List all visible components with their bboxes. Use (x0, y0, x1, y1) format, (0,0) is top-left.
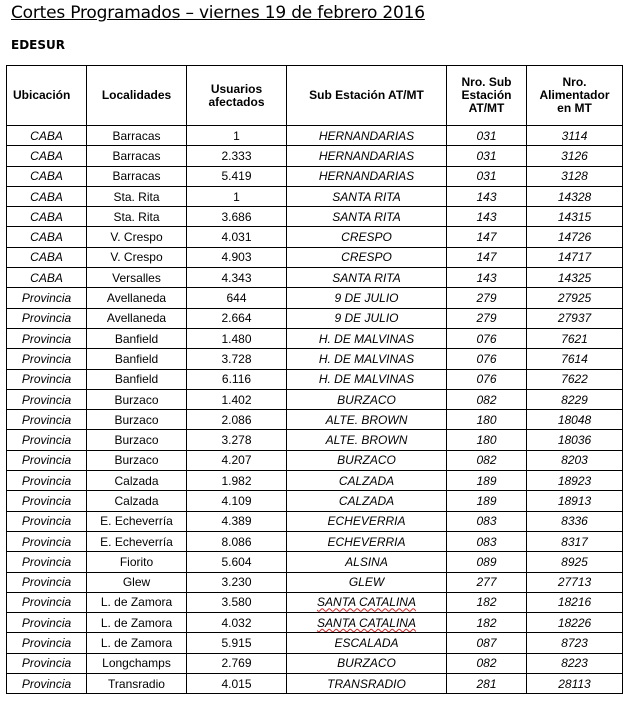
localidad-cell: Sta. Rita (87, 207, 187, 227)
usuarios-cell: 3.278 (187, 430, 287, 450)
localidad-cell: L. de Zamora (87, 613, 187, 633)
nro-alimentador-cell: 14315 (527, 207, 623, 227)
nro-alimentador-cell: 27937 (527, 308, 623, 328)
usuarios-cell: 2.333 (187, 146, 287, 166)
nro-subestacion-cell: 147 (447, 247, 527, 267)
nro-alimentador-cell: 7614 (527, 349, 623, 369)
localidad-cell: Transradio (87, 674, 187, 694)
nro-subestacion-cell: 089 (447, 552, 527, 572)
nro-subestacion-cell: 189 (447, 491, 527, 511)
table-row (7, 572, 623, 592)
localidad-cell: Banfield (87, 349, 187, 369)
subestacion-cell: H. DE MALVINAS (287, 349, 447, 369)
localidad-cell: Burzaco (87, 430, 187, 450)
table-row (7, 166, 623, 186)
ubicacion-cell: CABA (7, 166, 87, 186)
header-localidades: Localidades (87, 66, 187, 126)
usuarios-cell: 1.480 (187, 328, 287, 348)
table-row (7, 186, 623, 206)
nro-alimentador-cell: 14325 (527, 268, 623, 288)
usuarios-cell: 4.015 (187, 674, 287, 694)
subestacion-cell: HERNANDARIAS (287, 166, 447, 186)
ubicacion-cell: Provincia (7, 389, 87, 409)
localidad-cell: Calzada (87, 471, 187, 491)
ubicacion-cell: CABA (7, 247, 87, 267)
localidad-cell: Burzaco (87, 410, 187, 430)
localidad-cell: L. de Zamora (87, 633, 187, 653)
ubicacion-cell: Provincia (7, 531, 87, 551)
usuarios-cell: 3.686 (187, 207, 287, 227)
table-row (7, 328, 623, 348)
subestacion-cell: CRESPO (287, 247, 447, 267)
table-row (7, 126, 623, 146)
subestacion-cell: BURZACO (287, 389, 447, 409)
usuarios-cell: 8.086 (187, 531, 287, 551)
subestacion-cell: HERNANDARIAS (287, 126, 447, 146)
nro-subestacion-cell: 143 (447, 207, 527, 227)
subestacion-cell: BURZACO (287, 653, 447, 673)
table-row (7, 491, 623, 511)
subestacion-cell: CALZADA (287, 491, 447, 511)
localidad-cell: Barracas (87, 146, 187, 166)
localidad-cell: E. Echeverría (87, 511, 187, 531)
table-row (7, 552, 623, 572)
table-row (7, 450, 623, 470)
ubicacion-cell: CABA (7, 268, 87, 288)
nro-alimentador-cell: 8223 (527, 653, 623, 673)
subestacion-cell: 9 DE JULIO (287, 308, 447, 328)
nro-subestacion-cell: 147 (447, 227, 527, 247)
usuarios-cell: 2.769 (187, 653, 287, 673)
table-row (7, 613, 623, 633)
subestacion-cell: HERNANDARIAS (287, 146, 447, 166)
ubicacion-cell: CABA (7, 186, 87, 206)
ubicacion-cell: Provincia (7, 349, 87, 369)
ubicacion-cell: CABA (7, 227, 87, 247)
nro-subestacion-cell: 281 (447, 674, 527, 694)
usuarios-cell: 4.032 (187, 613, 287, 633)
header-ubicacion: Ubicación (7, 66, 87, 126)
localidad-cell: Fiorito (87, 552, 187, 572)
usuarios-cell: 4.389 (187, 511, 287, 531)
ubicacion-cell: Provincia (7, 288, 87, 308)
table-row (7, 633, 623, 653)
localidad-cell: E. Echeverría (87, 531, 187, 551)
nro-alimentador-cell: 18216 (527, 592, 623, 612)
nro-subestacion-cell: 076 (447, 328, 527, 348)
nro-alimentador-cell: 28113 (527, 674, 623, 694)
nro-alimentador-cell: 14328 (527, 186, 623, 206)
subestacion-cell: BURZACO (287, 450, 447, 470)
subestacion-cell: ALTE. BROWN (287, 430, 447, 450)
subestacion-cell: H. DE MALVINAS (287, 328, 447, 348)
subestacion-cell: SANTA RITA (287, 268, 447, 288)
subestacion-cell: GLEW (287, 572, 447, 592)
ubicacion-cell: Provincia (7, 572, 87, 592)
table-row (7, 511, 623, 531)
nro-subestacion-cell: 082 (447, 389, 527, 409)
header-nro-subestacion: Nro. Sub Estación AT/MT (447, 66, 527, 126)
subestacion-cell: CRESPO (287, 227, 447, 247)
table-row (7, 247, 623, 267)
nro-subestacion-cell: 143 (447, 186, 527, 206)
localidad-cell: Burzaco (87, 450, 187, 470)
nro-alimentador-cell: 3114 (527, 126, 623, 146)
subestacion-cell: CALZADA (287, 471, 447, 491)
usuarios-cell: 4.207 (187, 450, 287, 470)
nro-subestacion-cell: 279 (447, 308, 527, 328)
usuarios-cell: 4.343 (187, 268, 287, 288)
subestacion-cell (287, 613, 447, 633)
table-row (7, 531, 623, 551)
nro-subestacion-cell: 083 (447, 531, 527, 551)
ubicacion-cell: Provincia (7, 430, 87, 450)
nro-alimentador-cell: 8229 (527, 389, 623, 409)
localidad-cell: Burzaco (87, 389, 187, 409)
localidad-cell: V. Crespo (87, 247, 187, 267)
table-row (7, 430, 623, 450)
localidad-cell: Calzada (87, 491, 187, 511)
usuarios-cell: 644 (187, 288, 287, 308)
nro-alimentador-cell: 14726 (527, 227, 623, 247)
nro-subestacion-cell: 031 (447, 166, 527, 186)
localidad-cell: Avellaneda (87, 308, 187, 328)
nro-subestacion-cell: 182 (447, 613, 527, 633)
ubicacion-cell: CABA (7, 146, 87, 166)
subestacion-cell: SANTA RITA (287, 207, 447, 227)
ubicacion-cell: Provincia (7, 674, 87, 694)
table-row (7, 207, 623, 227)
usuarios-cell: 4.031 (187, 227, 287, 247)
table-row (7, 592, 623, 612)
company-name: EDESUR (11, 38, 65, 52)
table-row (7, 288, 623, 308)
nro-alimentador-cell: 27925 (527, 288, 623, 308)
nro-subestacion-cell: 143 (447, 268, 527, 288)
nro-subestacion-cell: 180 (447, 430, 527, 450)
localidad-cell: Barracas (87, 126, 187, 146)
usuarios-cell: 1.402 (187, 389, 287, 409)
usuarios-cell: 3.728 (187, 349, 287, 369)
table-row (7, 349, 623, 369)
nro-alimentador-cell: 18226 (527, 613, 623, 633)
localidad-cell: Avellaneda (87, 288, 187, 308)
nro-alimentador-cell: 14717 (527, 247, 623, 267)
nro-subestacion-cell: 189 (447, 471, 527, 491)
ubicacion-cell: Provincia (7, 511, 87, 531)
ubicacion-cell: Provincia (7, 613, 87, 633)
nro-subestacion-cell: 082 (447, 450, 527, 470)
nro-alimentador-cell: 18048 (527, 410, 623, 430)
usuarios-cell: 5.419 (187, 166, 287, 186)
ubicacion-cell: Provincia (7, 328, 87, 348)
subestacion-cell: ESCALADA (287, 633, 447, 653)
nro-subestacion-cell: 031 (447, 126, 527, 146)
nro-alimentador-cell: 8203 (527, 450, 623, 470)
ubicacion-cell: Provincia (7, 633, 87, 653)
localidad-cell: Versalles (87, 268, 187, 288)
nro-alimentador-cell: 3126 (527, 146, 623, 166)
table-row (7, 227, 623, 247)
table-body (7, 126, 623, 694)
usuarios-cell: 3.230 (187, 572, 287, 592)
document-title: Cortes Programados – viernes 19 de febrero 2016 (11, 3, 425, 23)
localidad-cell: Sta. Rita (87, 186, 187, 206)
nro-alimentador-cell: 8317 (527, 531, 623, 551)
usuarios-cell: 1 (187, 126, 287, 146)
nro-subestacion-cell: 082 (447, 653, 527, 673)
nro-subestacion-cell: 076 (447, 369, 527, 389)
ubicacion-cell: CABA (7, 207, 87, 227)
nro-subestacion-cell: 277 (447, 572, 527, 592)
nro-subestacion-cell: 076 (447, 349, 527, 369)
table-row (7, 308, 623, 328)
ubicacion-cell: CABA (7, 126, 87, 146)
nro-subestacion-cell: 087 (447, 633, 527, 653)
ubicacion-cell: Provincia (7, 491, 87, 511)
subestacion-cell (287, 592, 447, 612)
subestacion-cell: TRANSRADIO (287, 674, 447, 694)
nro-alimentador-cell: 8723 (527, 633, 623, 653)
ubicacion-cell: Provincia (7, 410, 87, 430)
table-row (7, 268, 623, 288)
ubicacion-cell: Provincia (7, 653, 87, 673)
usuarios-cell: 5.604 (187, 552, 287, 572)
nro-alimentador-cell: 27713 (527, 572, 623, 592)
usuarios-cell: 4.903 (187, 247, 287, 267)
subestacion-cell: ALTE. BROWN (287, 410, 447, 430)
nro-alimentador-cell: 8925 (527, 552, 623, 572)
nro-alimentador-cell: 18036 (527, 430, 623, 450)
header-nro-alimentador: Nro. Alimentador en MT (527, 66, 623, 126)
ubicacion-cell: Provincia (7, 552, 87, 572)
spellcheck-underlined-text: SANTA CATALINA (317, 615, 416, 630)
subestacion-cell: 9 DE JULIO (287, 288, 447, 308)
usuarios-cell: 2.664 (187, 308, 287, 328)
nro-alimentador-cell: 18913 (527, 491, 623, 511)
nro-alimentador-cell: 7621 (527, 328, 623, 348)
table-row (7, 389, 623, 409)
localidad-cell: V. Crespo (87, 227, 187, 247)
subestacion-cell: ECHEVERRIA (287, 511, 447, 531)
outages-table (6, 65, 623, 694)
nro-subestacion-cell: 180 (447, 410, 527, 430)
localidad-cell: Banfield (87, 369, 187, 389)
usuarios-cell: 1 (187, 186, 287, 206)
table-row (7, 146, 623, 166)
table-row (7, 410, 623, 430)
localidad-cell: Longchamps (87, 653, 187, 673)
nro-alimentador-cell: 3128 (527, 166, 623, 186)
nro-subestacion-cell: 031 (447, 146, 527, 166)
nro-subestacion-cell: 182 (447, 592, 527, 612)
nro-alimentador-cell: 7622 (527, 369, 623, 389)
usuarios-cell: 1.982 (187, 471, 287, 491)
localidad-cell: Banfield (87, 328, 187, 348)
header-row (7, 66, 623, 126)
usuarios-cell: 4.109 (187, 491, 287, 511)
spellcheck-underlined-text: SANTA CATALINA (317, 595, 416, 610)
table-row (7, 653, 623, 673)
ubicacion-cell: Provincia (7, 369, 87, 389)
table-row (7, 369, 623, 389)
table-row (7, 674, 623, 694)
localidad-cell: L. de Zamora (87, 592, 187, 612)
localidad-cell: Glew (87, 572, 187, 592)
usuarios-cell: 3.580 (187, 592, 287, 612)
usuarios-cell: 2.086 (187, 410, 287, 430)
ubicacion-cell: Provincia (7, 592, 87, 612)
ubicacion-cell: Provincia (7, 308, 87, 328)
nro-alimentador-cell: 18923 (527, 471, 623, 491)
usuarios-cell: 5.915 (187, 633, 287, 653)
table-row (7, 471, 623, 491)
ubicacion-cell: Provincia (7, 471, 87, 491)
subestacion-cell: ALSINA (287, 552, 447, 572)
nro-subestacion-cell: 083 (447, 511, 527, 531)
subestacion-cell: ECHEVERRIA (287, 531, 447, 551)
subestacion-cell: SANTA RITA (287, 186, 447, 206)
nro-subestacion-cell: 279 (447, 288, 527, 308)
subestacion-cell: H. DE MALVINAS (287, 369, 447, 389)
nro-alimentador-cell: 8336 (527, 511, 623, 531)
usuarios-cell: 6.116 (187, 369, 287, 389)
header-usuarios: Usuarios afectados (187, 66, 287, 126)
ubicacion-cell: Provincia (7, 450, 87, 470)
localidad-cell: Barracas (87, 166, 187, 186)
header-subestacion: Sub Estación AT/MT (287, 66, 447, 126)
